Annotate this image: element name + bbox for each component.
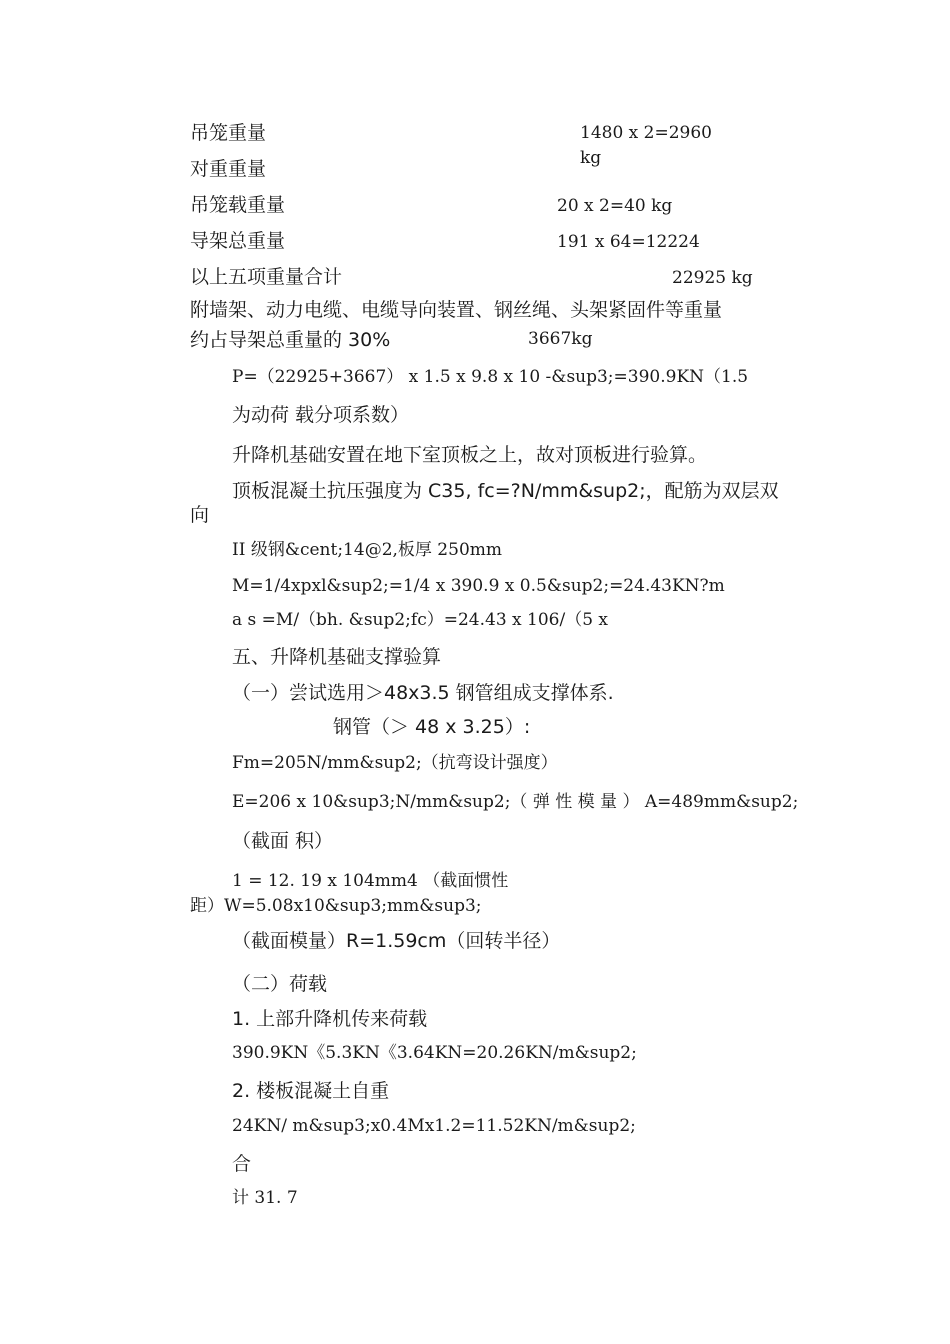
load-item-two-formula: 24KN/ m&sup3;x0.4Mx1.2=11.52KN/m&sup2; xyxy=(232,1116,636,1136)
slab-strength-line-wrap: 向 xyxy=(190,504,210,526)
load-formula: P=（22925+3667） x 1.5 x 9.8 x 10 -&sup3;=390.9KN（1.5 xyxy=(232,367,749,387)
alpha-formula: a s =M/（bh. &sup2;fc）=24.43 x 106/（5 x xyxy=(232,610,609,630)
gyration-radius-line: （截面模量）R=1.59cm（回转半径） xyxy=(232,930,561,952)
elastic-modulus-line: E=206 x 10&sup3;N/mm&sup2;（ 弹 性 模 量 ） A=489mm&sup2; xyxy=(232,792,799,812)
section-modulus-line: 距）W=5.08x10&sup3;mm&sup3; xyxy=(190,896,482,916)
mast-weight-label: 导架总重量 xyxy=(190,230,286,252)
cage-load-value: 20 x 2=40 kg xyxy=(557,196,673,216)
load-item-two: 2. 楼板混凝土自重 xyxy=(232,1080,390,1102)
cage-weight-label: 吊笼重量 xyxy=(190,122,267,144)
load-item-one: 1. 上部升降机传来荷载 xyxy=(232,1008,428,1030)
counterweight-label: 对重重量 xyxy=(190,158,267,180)
load-item-one-formula: 390.9KN《5.3KN《3.64KN=20.26KN/m&sup2; xyxy=(232,1043,637,1063)
cage-weight-unit: kg xyxy=(580,148,602,168)
subsection-two-heading: （二）荷载 xyxy=(232,973,328,995)
load-factor-note: 为动荷 载分项系数） xyxy=(232,404,410,426)
mast-weight-value: 191 x 64=12224 xyxy=(557,232,700,252)
accessories-percent-label: 约占导架总重量的 30% xyxy=(190,329,391,351)
section-five-heading: 五、升降机基础支撑验算 xyxy=(232,646,442,668)
section-area-note: （截面 积） xyxy=(232,830,334,852)
slab-strength-line: 顶板混凝土抗压强度为 C35, fc=?N/mm&sup2;，配筋为双层双 xyxy=(232,480,779,502)
steel-pipe-spec: 钢管（＞ 48 x 3.25）: xyxy=(333,716,531,738)
accessories-line: 附墙架、动力电缆、电缆导向装置、钢丝绳、头架紧固件等重量 xyxy=(190,299,723,321)
moment-formula: M=1/4xpxl&sup2;=1/4 x 390.9 x 0.5&sup2;=24.43KN?m xyxy=(232,576,725,596)
bending-strength-line: Fm=205N/mm&sup2;（抗弯设计强度） xyxy=(232,753,558,773)
accessories-value: 3667kg xyxy=(528,329,593,349)
total-weight-value: 22925 kg xyxy=(672,268,753,288)
foundation-statement: 升降机基础安置在地下室顶板之上，故对顶板进行验算。 xyxy=(232,444,708,466)
subsection-one-heading: （一）尝试选用＞48x3.5 钢管组成支撑体系. xyxy=(232,682,614,704)
cage-weight-value: 1480 x 2=2960 xyxy=(580,123,712,143)
cage-load-label: 吊笼载重量 xyxy=(190,194,286,216)
rebar-line: II 级钢&cent;14@2,板厚 250mm xyxy=(232,540,502,560)
total-value: 计 31. 7 xyxy=(232,1188,298,1208)
total-label: 合 xyxy=(232,1153,252,1175)
total-weight-label: 以上五项重量合计 xyxy=(190,266,343,288)
moment-inertia-line: 1 = 12. 19 x 104mm4 （截面惯性 xyxy=(232,871,509,891)
